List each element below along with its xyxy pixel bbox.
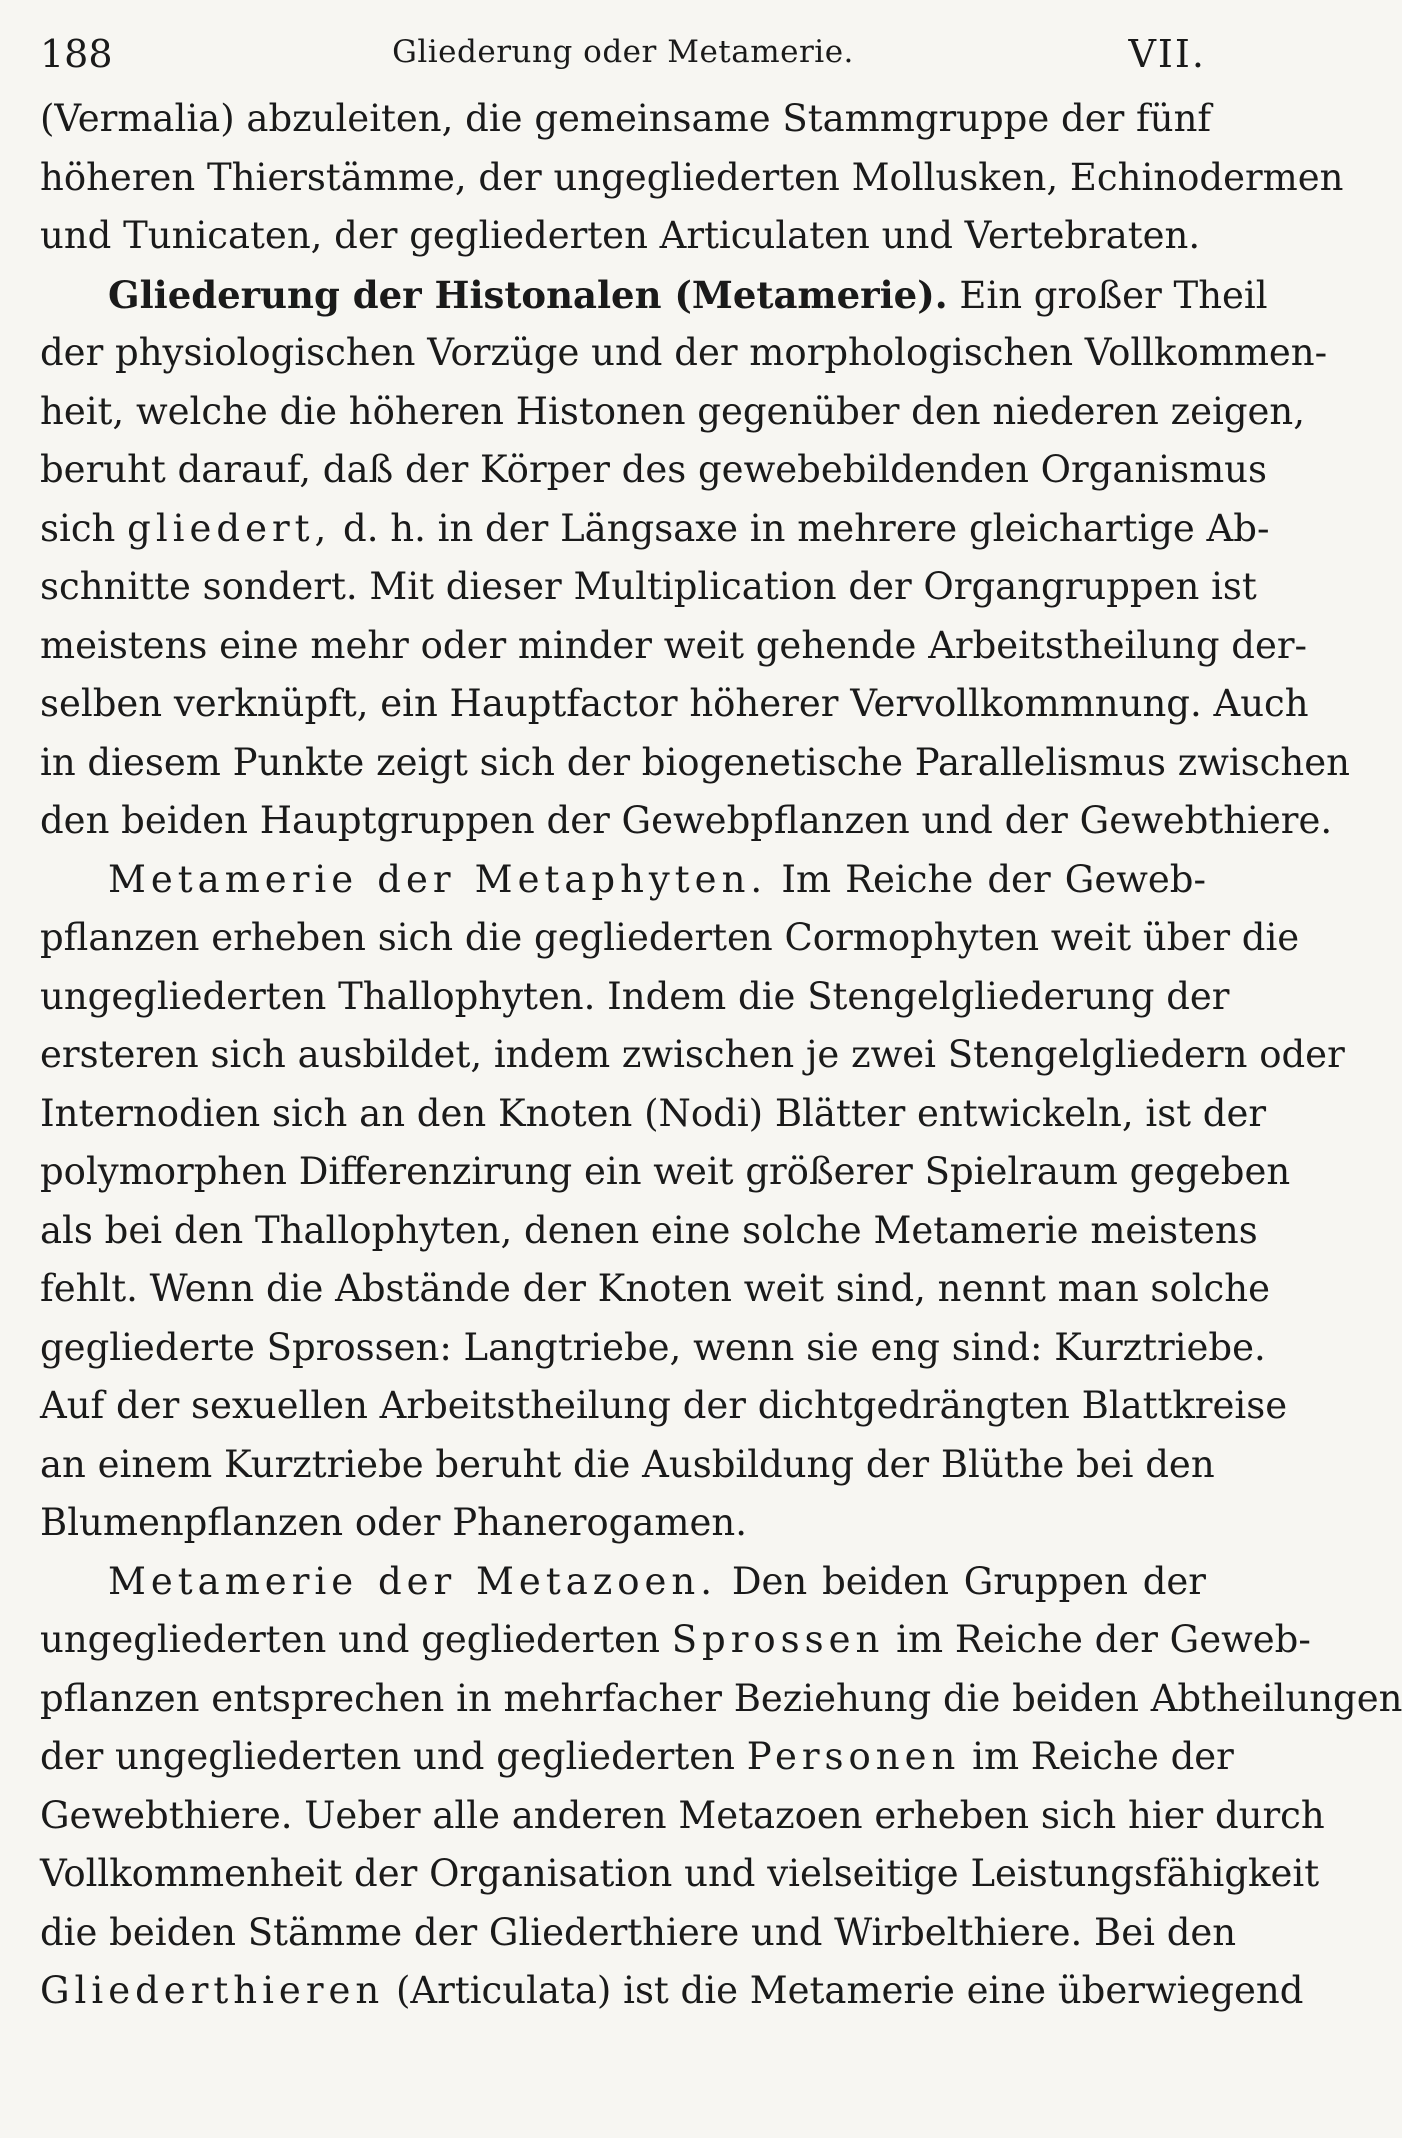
text-segment: d. h. in der Längsaxe in mehrere gleichartige Ab- xyxy=(331,506,1270,550)
text-segment: beruht darauf, daß der Körper des gewebebildenden Organismus xyxy=(40,448,1267,491)
running-title: Gliederung oder Metamerie. xyxy=(392,34,854,70)
text-segment: in diesem Punkte zeigt sich der biogenetische Parallelismus zwischen xyxy=(40,740,1350,784)
text-segment: (Articulata) ist die Metamerie eine überwiegend xyxy=(384,1969,1304,2012)
text-line xyxy=(40,500,1270,559)
text-line xyxy=(40,441,1267,500)
text-line xyxy=(40,1202,1258,1261)
body-text xyxy=(40,90,1402,2021)
text-line xyxy=(40,1494,1206,1553)
text-segment: Internodien sich an den Knoten (Nodi) Blätter entwickeln, ist der xyxy=(40,1091,1267,1135)
text-segment: an einem Kurztriebe beruht die Ausbildung der Blüthe bei den xyxy=(40,1442,1215,1486)
text-line xyxy=(40,558,1257,617)
text-line xyxy=(40,383,1306,442)
text-segment: ersteren sich ausbildet, indem zwischen je zwei Stengelgliedern oder xyxy=(40,1033,1345,1076)
text-line xyxy=(40,1962,1304,2021)
text-line xyxy=(40,617,1308,676)
text-segment: Auf der sexuellen Arbeitstheilung der dichtgedrängten Blattkreise xyxy=(40,1384,1288,1427)
page-number: 188 xyxy=(40,32,113,76)
text-segment: den beiden Hauptgruppen der Gewebpflanzen und der Gewebthiere. xyxy=(40,799,1333,842)
text-line xyxy=(40,851,1206,910)
text-line xyxy=(40,1611,1311,1670)
text-line xyxy=(40,675,1309,734)
text-line xyxy=(40,207,1206,266)
text-segment: gegliederte Sprossen: Langtriebe, wenn sie eng sind: Kurztriebe. xyxy=(40,1325,1266,1369)
text-line xyxy=(40,1085,1267,1144)
chapter-number: VII. xyxy=(1128,32,1206,76)
spaced-emphasis: Metamerie der Metaphyten. xyxy=(108,857,768,901)
text-segment: heit, welche die höheren Histonen gegenüber den niederen zeigen, xyxy=(40,389,1306,433)
text-segment: ungegliederten und gegliederten xyxy=(40,1618,672,1661)
text-segment: Im Reiche der Geweb- xyxy=(767,857,1206,901)
spaced-emphasis: Sprossen xyxy=(671,1618,885,1661)
text-line xyxy=(40,324,1328,383)
text-segment: im Reiche der xyxy=(960,1735,1234,1778)
text-segment: (Vermalia) abzuleiten, die gemeinsame Stammgruppe der fünf xyxy=(40,97,1212,140)
text-segment: die beiden Stämme der Gliederthiere und Wirbelthiere. Bei den xyxy=(40,1910,1237,1954)
text-line xyxy=(40,1670,1402,1729)
spaced-emphasis: Gliederthieren xyxy=(40,1969,385,2012)
text-line xyxy=(40,149,1344,208)
text-line xyxy=(40,792,1333,851)
text-line xyxy=(40,1436,1215,1495)
text-line xyxy=(40,1319,1266,1378)
text-segment: fehlt. Wenn die Abstände der Knoten weit sind, nennt man solche xyxy=(40,1267,1270,1310)
section-heading: Gliederung der Histonalen (Metamerie). xyxy=(108,272,948,317)
text-line xyxy=(40,1260,1270,1319)
text-line xyxy=(40,1553,1206,1612)
text-segment: polymorphen Differenzirung ein weit größerer Spielraum gegeben xyxy=(40,1150,1291,1193)
text-segment: Gewebthiere. Ueber alle anderen Metazoen erheben sich hier durch xyxy=(40,1793,1325,1837)
text-line xyxy=(40,1026,1345,1085)
text-segment: Vollkommenheit der Organisation und vielseitige Leistungsfähigkeit xyxy=(40,1852,1320,1895)
text-segment: der ungegliederten und gegliederten xyxy=(40,1735,747,1778)
text-segment: im Reiche der Geweb- xyxy=(884,1618,1311,1661)
spaced-emphasis: Metamerie der Metazoen. xyxy=(108,1559,718,1603)
text-segment: ungegliederten Thallophyten. Indem die Stengelgliederung der xyxy=(40,974,1230,1018)
text-segment: pflanzen erheben sich die gegliederten Cormophyten weit über die xyxy=(40,916,1300,959)
text-segment: meistens eine mehr oder minder weit gehende Arbeitstheilung der- xyxy=(40,623,1308,667)
text-segment: pflanzen entsprechen in mehrfacher Beziehung die beiden Abtheilungen xyxy=(40,1676,1402,1720)
text-segment: sich xyxy=(40,506,128,550)
spaced-emphasis: gliedert, xyxy=(127,506,332,550)
text-line xyxy=(40,1377,1288,1436)
text-segment: schnitte sondert. Mit dieser Multiplication der Organgruppen ist xyxy=(40,565,1257,608)
text-segment: höheren Thierstämme, der ungegliederten Mollusken, Echinodermen xyxy=(40,155,1344,199)
text-line xyxy=(40,909,1300,968)
text-line xyxy=(40,1143,1291,1202)
text-segment: als bei den Thallophyten, denen eine solche Metamerie meistens xyxy=(40,1208,1258,1252)
spaced-emphasis: Personen xyxy=(746,1735,961,1778)
text-segment: Blumenpflanzen oder Phanerogamen. xyxy=(40,1501,747,1544)
text-segment: der physiologischen Vorzüge und der morphologischen Vollkommen- xyxy=(40,331,1328,374)
text-line xyxy=(40,968,1230,1027)
text-line xyxy=(40,266,1268,325)
text-segment: und Tunicaten, der gegliederten Articulaten und Vertebraten. xyxy=(40,214,1201,257)
page-header xyxy=(40,30,1206,76)
text-line xyxy=(40,734,1350,793)
text-line xyxy=(40,1787,1325,1846)
text-line xyxy=(40,1904,1237,1963)
text-line xyxy=(40,1728,1234,1787)
text-line xyxy=(40,1845,1320,1904)
text-segment: selben verknüpft, ein Hauptfactor höherer Vervollkommnung. Auch xyxy=(40,682,1309,725)
text-segment: Den beiden Gruppen der xyxy=(717,1559,1206,1603)
text-segment: Ein großer Theil xyxy=(947,273,1268,317)
text-line xyxy=(40,90,1212,149)
